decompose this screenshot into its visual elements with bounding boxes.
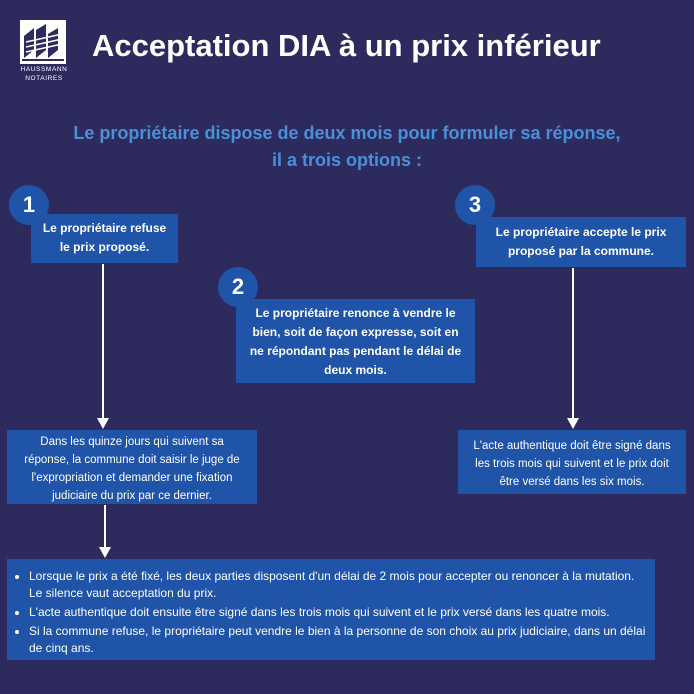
option-1-outcome-line: Dans les quinze jours qui suivent sa: [40, 436, 224, 448]
option-1-outcome-line: judiciaire du prix par ce dernier.: [52, 490, 212, 502]
arrow-line-option-1: [102, 264, 104, 420]
option-1-line: le prix proposé.: [59, 240, 150, 254]
option-3-outcome-line: être versé dans les six mois.: [499, 476, 645, 488]
haussmann-logo: [20, 20, 68, 82]
building-icon: [20, 20, 66, 64]
logo-line-2: NOTAIRES: [25, 75, 63, 82]
list-item: • Si la commune refuse, le propriétaire peut vendre le bien à la personne de son choix au prix judiciaire, dans un délai de cinq ans.: [29, 623, 647, 657]
subtitle-line-2: il a trois options :: [271, 150, 422, 170]
arrow-line-option-3: [572, 268, 574, 420]
option-2-line: deux mois.: [324, 363, 387, 377]
option-1-box: [31, 214, 178, 263]
logo-mark: [20, 20, 66, 64]
subtitle-line-1: Le propriétaire dispose de deux mois pour formuler sa réponse,: [73, 123, 621, 143]
option-3-outcome-line: L'acte authentique doit être signé dans: [473, 440, 671, 452]
logo-line-1: HAUSSMANN: [20, 66, 68, 73]
option-3-outcome-box: [458, 430, 686, 494]
option-2-badge: 2: [218, 267, 258, 307]
option-2-line: ne répondant pas pendant le délai de: [249, 344, 462, 358]
option-2-box: [236, 299, 475, 383]
arrow-down-icon: [99, 547, 111, 558]
option-1-badge: 1: [9, 185, 49, 225]
judicial-price-details-box: [7, 559, 655, 660]
list-item: • Lorsque le prix a été fixé, les deux parties disposent d'un délai de 2 mois pour accepter ou renoncer à la mutation. Le silence vaut acceptation du prix.: [29, 568, 647, 602]
arrow-down-icon: [567, 418, 579, 429]
option-3-box: [476, 217, 686, 267]
option-1-outcome-box: [7, 430, 257, 504]
option-1-outcome-line: réponse, la commune doit saisir le juge de: [24, 454, 240, 466]
arrow-line-outcome-1: [104, 505, 106, 549]
list-item: • L'acte authentique doit ensuite être signé dans les trois mois qui suivent et le prix versé dans les quatre mois.: [29, 604, 647, 621]
page-title: Acceptation DIA à un prix inférieur: [92, 28, 601, 63]
option-2-line: bien, soit de façon expresse, soit en: [252, 325, 459, 339]
subtitle: [20, 120, 674, 174]
arrow-down-icon: [97, 418, 109, 429]
option-2-line: Le propriétaire renonce à vendre le: [255, 306, 456, 320]
option-3-line: Le propriétaire accepte le prix: [495, 225, 667, 239]
option-3-badge: 3: [455, 185, 495, 225]
option-1-line: Le propriétaire refuse: [42, 221, 167, 235]
option-3-line: proposé par la commune.: [507, 244, 655, 258]
option-1-outcome-line: l'expropriation et demander une fixation: [31, 472, 233, 484]
details-list: [15, 568, 647, 657]
option-3-outcome-line: les trois mois qui suivent et le prix doit: [475, 458, 669, 470]
